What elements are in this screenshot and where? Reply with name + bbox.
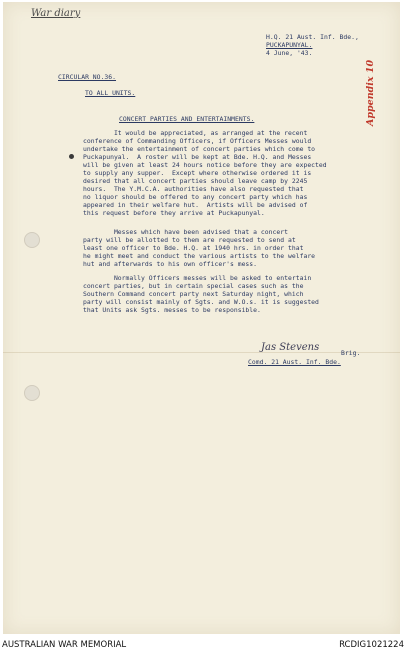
paragraph-line: to supply any supper. Except where otherwise ordered it is <box>83 169 312 177</box>
paragraph-line: Messes which have been advised that a concert <box>83 228 288 236</box>
punch-hole-lower <box>24 385 40 401</box>
paragraph-line: this request before they arrive at Puckapunyal. <box>83 209 265 217</box>
header-place: PUCKAPUNYAL. <box>266 41 313 49</box>
paragraph-line: will be given at least 24 hours notice before they are expected <box>83 161 327 169</box>
paragraph-line: hut and afterwards to his own officer's mess. <box>83 260 258 268</box>
paragraph-line: party will be allotted to them are requested to send at <box>83 236 296 244</box>
paragraph-line: It would be appreciated, as arranged at the recent <box>83 129 308 137</box>
paragraph-line: undertake the entertainment of concert parties which come to <box>83 145 316 153</box>
circular-number: CIRCULAR NO.36. <box>58 73 117 81</box>
handwritten-war-diary-note: War diary <box>31 8 81 19</box>
paragraph-line: Southern Command concert party next Saturday night, which <box>83 290 304 298</box>
paragraph-line: hours. The Y.M.C.A. authorities have also requested that <box>83 185 304 193</box>
signature-title: Comd. 21 Aust. Inf. Bde. <box>248 358 341 366</box>
paragraph-line: Normally Officers messes will be asked to entertain <box>83 274 312 282</box>
paragraph-line: concert parties, but in certain special cases such as the <box>83 282 304 290</box>
paragraph-line: desired that all concert parties should leave camp by 2245 <box>83 177 308 185</box>
addressee: TO ALL UNITS. <box>85 89 136 97</box>
paragraph-line: that Units ask Sgts. messes to be responsible. <box>83 306 261 314</box>
paragraph-line: party will consist mainly of Sgts. and W.O.s. it is suggested <box>83 298 319 306</box>
paragraph-line: least one officer to Bde. H.Q. at 1940 hrs. in order that <box>83 244 304 252</box>
paragraph-line: conference of Commanding Officers, if Officers Messes would <box>83 137 312 145</box>
archive-footer <box>0 636 406 654</box>
paragraph-line: he might meet and conduct the various artists to the welfare <box>83 252 316 260</box>
margin-ink-dot <box>69 154 74 159</box>
handwritten-signature: Jas Stevens <box>261 342 320 353</box>
signature-rank: Brig. <box>341 349 361 357</box>
header-unit: H.Q. 21 Aust. Inf. Bde., <box>266 33 359 41</box>
footer-institution: AUSTRALIAN WAR MEMORIAL <box>2 640 127 650</box>
paragraph-line: Puckapunyal. A roster will be kept at Bde. H.Q. and Messes <box>83 153 312 161</box>
header-date: 4 June, '43. <box>266 49 313 57</box>
subject-heading: CONCERT PARTIES AND ENTERTAINMENTS. <box>119 115 255 123</box>
document-page <box>3 2 400 634</box>
footer-record-id: RCDIG1021224 <box>339 640 404 650</box>
paragraph-line: appeared in their welfare hut. Artists will be advised of <box>83 201 308 209</box>
punch-hole-upper <box>24 232 40 248</box>
paragraph-line: no liquor should be offered to any concert party which has <box>83 193 308 201</box>
appendix-annotation: Appendix 10 <box>365 59 376 126</box>
